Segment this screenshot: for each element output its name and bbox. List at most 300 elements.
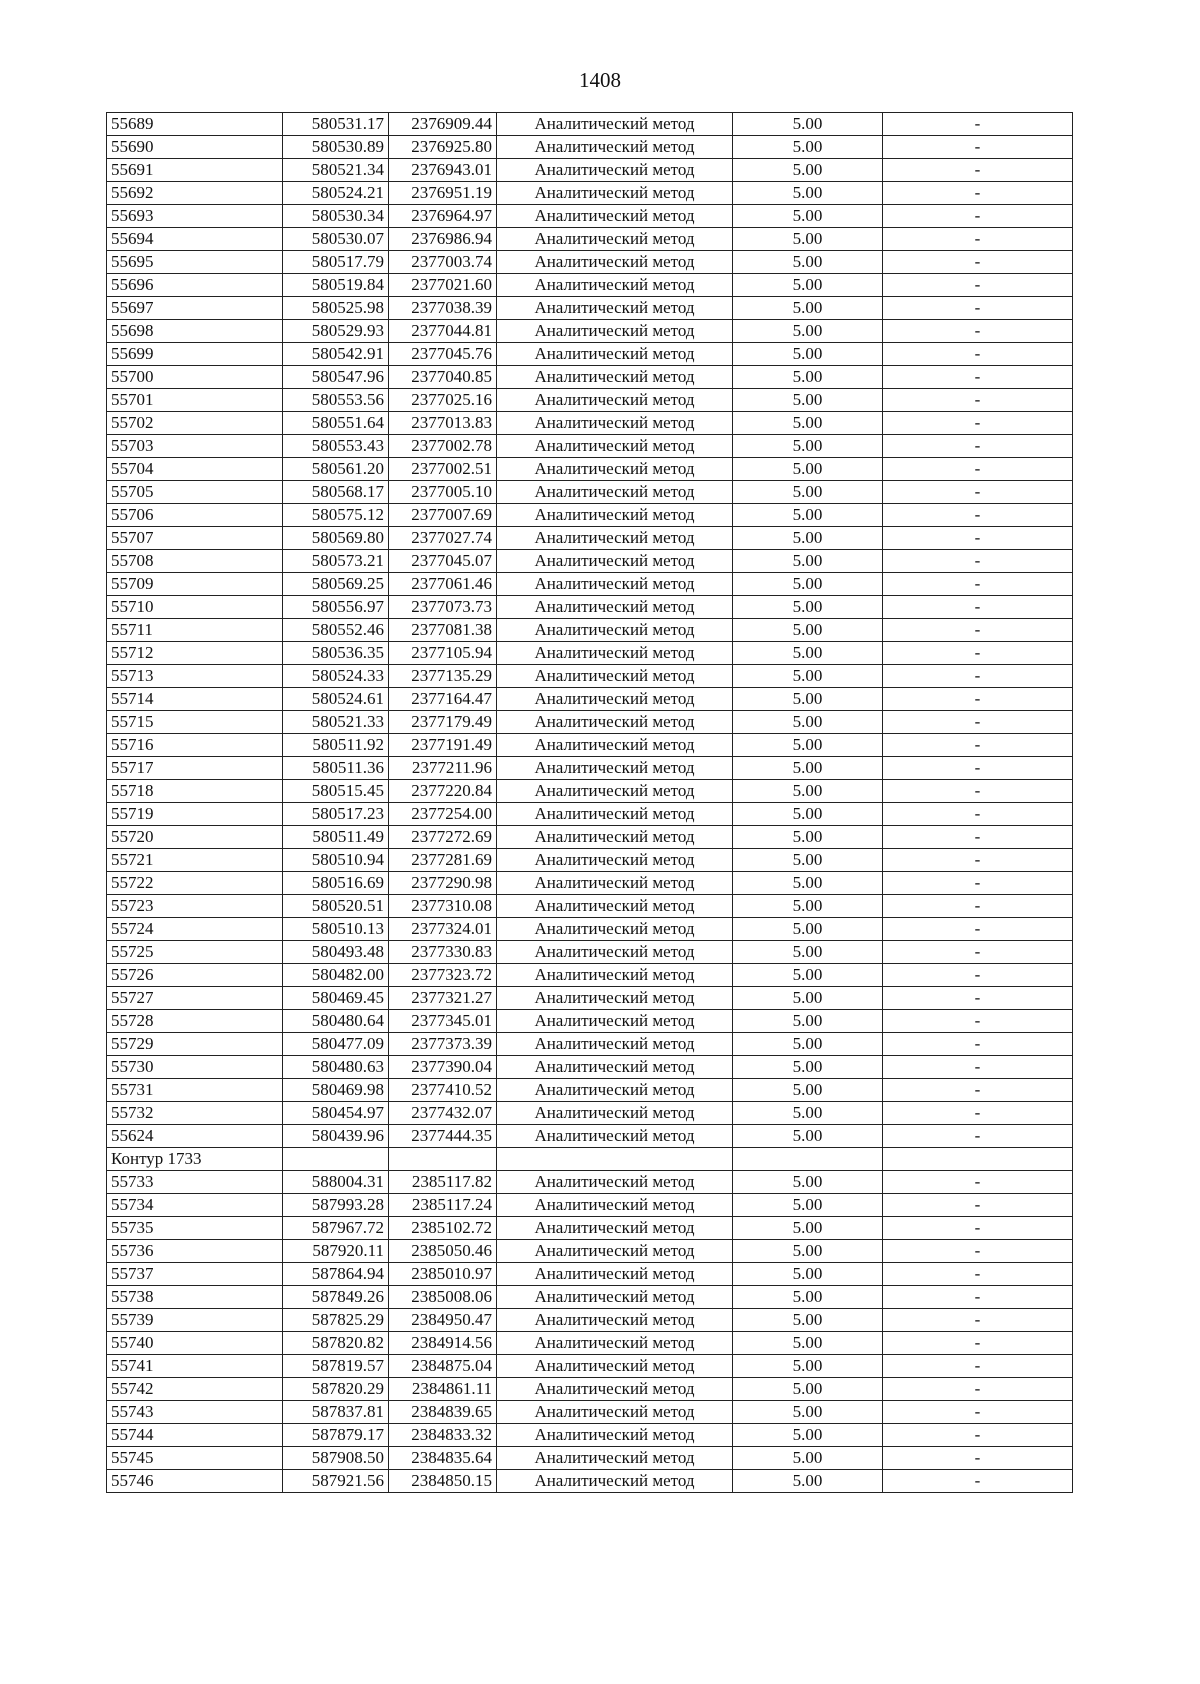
note-cell: - [883, 205, 1073, 228]
note-cell: - [883, 1263, 1073, 1286]
y-coordinate-cell: 2377007.69 [389, 504, 497, 527]
method-cell: Аналитический метод [497, 1194, 733, 1217]
empty-cell [883, 1148, 1073, 1171]
x-coordinate-cell: 580477.09 [283, 1033, 389, 1056]
accuracy-cell: 5.00 [733, 1355, 883, 1378]
table-row [107, 1056, 1073, 1079]
method-cell: Аналитический метод [497, 458, 733, 481]
accuracy-cell: 5.00 [733, 734, 883, 757]
x-coordinate-cell: 587967.72 [283, 1217, 389, 1240]
note-cell: - [883, 1240, 1073, 1263]
accuracy-cell: 5.00 [733, 1240, 883, 1263]
x-coordinate-cell: 580510.94 [283, 849, 389, 872]
table-row [107, 918, 1073, 941]
method-cell: Аналитический метод [497, 389, 733, 412]
point-id-cell: 55719 [107, 803, 283, 826]
method-cell: Аналитический метод [497, 1033, 733, 1056]
empty-cell [733, 1148, 883, 1171]
method-cell: Аналитический метод [497, 1079, 733, 1102]
x-coordinate-cell: 587879.17 [283, 1424, 389, 1447]
x-coordinate-cell: 580573.21 [283, 550, 389, 573]
table-row [107, 412, 1073, 435]
y-coordinate-cell: 2385050.46 [389, 1240, 497, 1263]
point-id-cell: 55714 [107, 688, 283, 711]
accuracy-cell: 5.00 [733, 389, 883, 412]
y-coordinate-cell: 2377044.81 [389, 320, 497, 343]
note-cell: - [883, 435, 1073, 458]
accuracy-cell: 5.00 [733, 182, 883, 205]
accuracy-cell: 5.00 [733, 458, 883, 481]
y-coordinate-cell: 2377025.16 [389, 389, 497, 412]
y-coordinate-cell: 2377373.39 [389, 1033, 497, 1056]
point-id-cell: 55733 [107, 1171, 283, 1194]
note-cell: - [883, 619, 1073, 642]
y-coordinate-cell: 2385008.06 [389, 1286, 497, 1309]
accuracy-cell: 5.00 [733, 113, 883, 136]
x-coordinate-cell: 587820.82 [283, 1332, 389, 1355]
accuracy-cell: 5.00 [733, 1102, 883, 1125]
table-row [107, 734, 1073, 757]
table-row [107, 504, 1073, 527]
table-row [107, 366, 1073, 389]
y-coordinate-cell: 2377272.69 [389, 826, 497, 849]
point-id-cell: 55737 [107, 1263, 283, 1286]
point-id-cell: 55701 [107, 389, 283, 412]
point-id-cell: 55700 [107, 366, 283, 389]
table-row [107, 987, 1073, 1010]
y-coordinate-cell: 2376951.19 [389, 182, 497, 205]
accuracy-cell: 5.00 [733, 504, 883, 527]
x-coordinate-cell: 587993.28 [283, 1194, 389, 1217]
table-row [107, 895, 1073, 918]
note-cell: - [883, 1309, 1073, 1332]
y-coordinate-cell: 2377324.01 [389, 918, 497, 941]
note-cell: - [883, 872, 1073, 895]
method-cell: Аналитический метод [497, 1309, 733, 1332]
point-id-cell: 55735 [107, 1217, 283, 1240]
method-cell: Аналитический метод [497, 1470, 733, 1493]
y-coordinate-cell: 2377073.73 [389, 596, 497, 619]
note-cell: - [883, 1470, 1073, 1493]
table-row [107, 1401, 1073, 1424]
method-cell: Аналитический метод [497, 688, 733, 711]
accuracy-cell: 5.00 [733, 136, 883, 159]
point-id-cell: 55708 [107, 550, 283, 573]
accuracy-cell: 5.00 [733, 757, 883, 780]
method-cell: Аналитический метод [497, 1171, 733, 1194]
x-coordinate-cell: 580536.35 [283, 642, 389, 665]
point-id-cell: 55720 [107, 826, 283, 849]
y-coordinate-cell: 2384850.15 [389, 1470, 497, 1493]
method-cell: Аналитический метод [497, 1056, 733, 1079]
point-id-cell: 55732 [107, 1102, 283, 1125]
method-cell: Аналитический метод [497, 872, 733, 895]
point-id-cell: 55694 [107, 228, 283, 251]
note-cell: - [883, 757, 1073, 780]
table-row [107, 780, 1073, 803]
method-cell: Аналитический метод [497, 113, 733, 136]
x-coordinate-cell: 580530.07 [283, 228, 389, 251]
note-cell: - [883, 1125, 1073, 1148]
y-coordinate-cell: 2385102.72 [389, 1217, 497, 1240]
y-coordinate-cell: 2377005.10 [389, 481, 497, 504]
accuracy-cell: 5.00 [733, 1470, 883, 1493]
y-coordinate-cell: 2377135.29 [389, 665, 497, 688]
empty-cell [497, 1148, 733, 1171]
y-coordinate-cell: 2377211.96 [389, 757, 497, 780]
accuracy-cell: 5.00 [733, 642, 883, 665]
method-cell: Аналитический метод [497, 619, 733, 642]
table-row [107, 803, 1073, 826]
method-cell: Аналитический метод [497, 228, 733, 251]
point-id-cell: 55746 [107, 1470, 283, 1493]
note-cell: - [883, 1033, 1073, 1056]
y-coordinate-cell: 2385117.82 [389, 1171, 497, 1194]
method-cell: Аналитический метод [497, 1424, 733, 1447]
table-row [107, 1102, 1073, 1125]
y-coordinate-cell: 2377323.72 [389, 964, 497, 987]
point-id-cell: 55731 [107, 1079, 283, 1102]
method-cell: Аналитический метод [497, 136, 733, 159]
table-row [107, 964, 1073, 987]
y-coordinate-cell: 2377444.35 [389, 1125, 497, 1148]
y-coordinate-cell: 2377281.69 [389, 849, 497, 872]
x-coordinate-cell: 580569.25 [283, 573, 389, 596]
x-coordinate-cell: 587820.29 [283, 1378, 389, 1401]
note-cell: - [883, 481, 1073, 504]
point-id-cell: 55730 [107, 1056, 283, 1079]
accuracy-cell: 5.00 [733, 964, 883, 987]
y-coordinate-cell: 2377021.60 [389, 274, 497, 297]
x-coordinate-cell: 580551.64 [283, 412, 389, 435]
note-cell: - [883, 688, 1073, 711]
table-row [107, 1171, 1073, 1194]
method-cell: Аналитический метод [497, 987, 733, 1010]
y-coordinate-cell: 2377013.83 [389, 412, 497, 435]
accuracy-cell: 5.00 [733, 366, 883, 389]
accuracy-cell: 5.00 [733, 1217, 883, 1240]
point-id-cell: 55712 [107, 642, 283, 665]
point-id-cell: 55718 [107, 780, 283, 803]
accuracy-cell: 5.00 [733, 1263, 883, 1286]
page-number: 1408 [579, 68, 621, 92]
y-coordinate-cell: 2376943.01 [389, 159, 497, 182]
note-cell: - [883, 320, 1073, 343]
point-id-cell: 55721 [107, 849, 283, 872]
note-cell: - [883, 964, 1073, 987]
x-coordinate-cell: 580561.20 [283, 458, 389, 481]
empty-cell [283, 1148, 389, 1171]
note-cell: - [883, 297, 1073, 320]
x-coordinate-cell: 587921.56 [283, 1470, 389, 1493]
point-id-cell: 55742 [107, 1378, 283, 1401]
table-row [107, 1470, 1073, 1493]
x-coordinate-cell: 580525.98 [283, 297, 389, 320]
method-cell: Аналитический метод [497, 1378, 733, 1401]
note-cell: - [883, 343, 1073, 366]
accuracy-cell: 5.00 [733, 688, 883, 711]
point-id-cell: 55724 [107, 918, 283, 941]
method-cell: Аналитический метод [497, 412, 733, 435]
point-id-cell: 55693 [107, 205, 283, 228]
accuracy-cell: 5.00 [733, 550, 883, 573]
y-coordinate-cell: 2377432.07 [389, 1102, 497, 1125]
accuracy-cell: 5.00 [733, 1010, 883, 1033]
x-coordinate-cell: 580575.12 [283, 504, 389, 527]
method-cell: Аналитический метод [497, 527, 733, 550]
accuracy-cell: 5.00 [733, 1171, 883, 1194]
x-coordinate-cell: 580480.64 [283, 1010, 389, 1033]
accuracy-cell: 5.00 [733, 297, 883, 320]
y-coordinate-cell: 2377003.74 [389, 251, 497, 274]
y-coordinate-cell: 2377220.84 [389, 780, 497, 803]
table-row [107, 849, 1073, 872]
table-row [107, 1240, 1073, 1263]
table-row [107, 159, 1073, 182]
table-row [107, 826, 1073, 849]
accuracy-cell: 5.00 [733, 1056, 883, 1079]
note-cell: - [883, 182, 1073, 205]
y-coordinate-cell: 2385117.24 [389, 1194, 497, 1217]
method-cell: Аналитический метод [497, 596, 733, 619]
accuracy-cell: 5.00 [733, 803, 883, 826]
section-row [107, 1148, 1073, 1171]
note-cell: - [883, 895, 1073, 918]
y-coordinate-cell: 2377254.00 [389, 803, 497, 826]
point-id-cell: 55689 [107, 113, 283, 136]
point-id-cell: 55697 [107, 297, 283, 320]
note-cell: - [883, 826, 1073, 849]
point-id-cell: 55736 [107, 1240, 283, 1263]
table-row [107, 1079, 1073, 1102]
method-cell: Аналитический метод [497, 711, 733, 734]
table-row [107, 1424, 1073, 1447]
y-coordinate-cell: 2377410.52 [389, 1079, 497, 1102]
method-cell: Аналитический метод [497, 665, 733, 688]
note-cell: - [883, 159, 1073, 182]
point-id-cell: 55723 [107, 895, 283, 918]
note-cell: - [883, 987, 1073, 1010]
method-cell: Аналитический метод [497, 941, 733, 964]
note-cell: - [883, 1286, 1073, 1309]
y-coordinate-cell: 2377179.49 [389, 711, 497, 734]
note-cell: - [883, 251, 1073, 274]
x-coordinate-cell: 580511.36 [283, 757, 389, 780]
x-coordinate-cell: 580568.17 [283, 481, 389, 504]
accuracy-cell: 5.00 [733, 1286, 883, 1309]
accuracy-cell: 5.00 [733, 435, 883, 458]
table-row [107, 205, 1073, 228]
method-cell: Аналитический метод [497, 803, 733, 826]
table-row [107, 136, 1073, 159]
y-coordinate-cell: 2377045.76 [389, 343, 497, 366]
point-id-cell: 55741 [107, 1355, 283, 1378]
method-cell: Аналитический метод [497, 780, 733, 803]
accuracy-cell: 5.00 [733, 573, 883, 596]
point-id-cell: 55713 [107, 665, 283, 688]
point-id-cell: 55739 [107, 1309, 283, 1332]
table-row [107, 619, 1073, 642]
point-id-cell: 55715 [107, 711, 283, 734]
x-coordinate-cell: 580524.21 [283, 182, 389, 205]
table-row [107, 527, 1073, 550]
point-id-cell: 55710 [107, 596, 283, 619]
method-cell: Аналитический метод [497, 297, 733, 320]
table-row [107, 458, 1073, 481]
method-cell: Аналитический метод [497, 1263, 733, 1286]
y-coordinate-cell: 2376964.97 [389, 205, 497, 228]
note-cell: - [883, 1355, 1073, 1378]
note-cell: - [883, 918, 1073, 941]
accuracy-cell: 5.00 [733, 780, 883, 803]
note-cell: - [883, 1447, 1073, 1470]
table-row [107, 481, 1073, 504]
y-coordinate-cell: 2377290.98 [389, 872, 497, 895]
point-id-cell: 55743 [107, 1401, 283, 1424]
method-cell: Аналитический метод [497, 1447, 733, 1470]
note-cell: - [883, 458, 1073, 481]
method-cell: Аналитический метод [497, 366, 733, 389]
note-cell: - [883, 941, 1073, 964]
x-coordinate-cell: 580529.93 [283, 320, 389, 343]
x-coordinate-cell: 587908.50 [283, 1447, 389, 1470]
method-cell: Аналитический метод [497, 1286, 733, 1309]
method-cell: Аналитический метод [497, 504, 733, 527]
note-cell: - [883, 849, 1073, 872]
y-coordinate-cell: 2377105.94 [389, 642, 497, 665]
y-coordinate-cell: 2377330.83 [389, 941, 497, 964]
x-coordinate-cell: 580553.43 [283, 435, 389, 458]
table-row [107, 642, 1073, 665]
point-id-cell: 55722 [107, 872, 283, 895]
x-coordinate-cell: 580516.69 [283, 872, 389, 895]
note-cell: - [883, 550, 1073, 573]
y-coordinate-cell: 2377002.51 [389, 458, 497, 481]
point-id-cell: 55704 [107, 458, 283, 481]
note-cell: - [883, 1378, 1073, 1401]
x-coordinate-cell: 580517.79 [283, 251, 389, 274]
y-coordinate-cell: 2377390.04 [389, 1056, 497, 1079]
point-id-cell: 55717 [107, 757, 283, 780]
x-coordinate-cell: 580547.96 [283, 366, 389, 389]
table-row [107, 872, 1073, 895]
note-cell: - [883, 780, 1073, 803]
method-cell: Аналитический метод [497, 182, 733, 205]
table-row [107, 1286, 1073, 1309]
accuracy-cell: 5.00 [733, 343, 883, 366]
x-coordinate-cell: 580553.56 [283, 389, 389, 412]
y-coordinate-cell: 2384950.47 [389, 1309, 497, 1332]
point-id-cell: 55707 [107, 527, 283, 550]
table-row [107, 711, 1073, 734]
table-row [107, 688, 1073, 711]
method-cell: Аналитический метод [497, 1217, 733, 1240]
note-cell: - [883, 366, 1073, 389]
note-cell: - [883, 1010, 1073, 1033]
y-coordinate-cell: 2377040.85 [389, 366, 497, 389]
accuracy-cell: 5.00 [733, 320, 883, 343]
point-id-cell: 55744 [107, 1424, 283, 1447]
x-coordinate-cell: 580510.13 [283, 918, 389, 941]
accuracy-cell: 5.00 [733, 826, 883, 849]
point-id-cell: 55725 [107, 941, 283, 964]
table-row [107, 1355, 1073, 1378]
point-id-cell: 55745 [107, 1447, 283, 1470]
method-cell: Аналитический метод [497, 734, 733, 757]
method-cell: Аналитический метод [497, 918, 733, 941]
accuracy-cell: 5.00 [733, 1125, 883, 1148]
note-cell: - [883, 1194, 1073, 1217]
point-id-cell: 55716 [107, 734, 283, 757]
method-cell: Аналитический метод [497, 251, 733, 274]
table-row [107, 1217, 1073, 1240]
y-coordinate-cell: 2377164.47 [389, 688, 497, 711]
note-cell: - [883, 1332, 1073, 1355]
accuracy-cell: 5.00 [733, 159, 883, 182]
point-id-cell: 55706 [107, 504, 283, 527]
note-cell: - [883, 527, 1073, 550]
table-row [107, 941, 1073, 964]
x-coordinate-cell: 587920.11 [283, 1240, 389, 1263]
table-row [107, 1263, 1073, 1286]
method-cell: Аналитический метод [497, 205, 733, 228]
table-row [107, 550, 1073, 573]
accuracy-cell: 5.00 [733, 1424, 883, 1447]
x-coordinate-cell: 588004.31 [283, 1171, 389, 1194]
x-coordinate-cell: 587864.94 [283, 1263, 389, 1286]
point-id-cell: 55740 [107, 1332, 283, 1355]
y-coordinate-cell: 2384861.11 [389, 1378, 497, 1401]
x-coordinate-cell: 580493.48 [283, 941, 389, 964]
table-row [107, 297, 1073, 320]
x-coordinate-cell: 580556.97 [283, 596, 389, 619]
table-body [107, 113, 1073, 1493]
accuracy-cell: 5.00 [733, 1033, 883, 1056]
x-coordinate-cell: 580482.00 [283, 964, 389, 987]
method-cell: Аналитический метод [497, 1332, 733, 1355]
method-cell: Аналитический метод [497, 1240, 733, 1263]
x-coordinate-cell: 580520.51 [283, 895, 389, 918]
accuracy-cell: 5.00 [733, 1309, 883, 1332]
x-coordinate-cell: 587819.57 [283, 1355, 389, 1378]
point-id-cell: 55695 [107, 251, 283, 274]
table-row [107, 389, 1073, 412]
x-coordinate-cell: 580480.63 [283, 1056, 389, 1079]
y-coordinate-cell: 2384835.64 [389, 1447, 497, 1470]
y-coordinate-cell: 2376925.80 [389, 136, 497, 159]
table-row [107, 1125, 1073, 1148]
x-coordinate-cell: 580511.92 [283, 734, 389, 757]
note-cell: - [883, 1171, 1073, 1194]
accuracy-cell: 5.00 [733, 1079, 883, 1102]
x-coordinate-cell: 580552.46 [283, 619, 389, 642]
y-coordinate-cell: 2377191.49 [389, 734, 497, 757]
accuracy-cell: 5.00 [733, 1447, 883, 1470]
note-cell: - [883, 412, 1073, 435]
accuracy-cell: 5.00 [733, 274, 883, 297]
note-cell: - [883, 1102, 1073, 1125]
note-cell: - [883, 1056, 1073, 1079]
x-coordinate-cell: 580521.33 [283, 711, 389, 734]
x-coordinate-cell: 587837.81 [283, 1401, 389, 1424]
method-cell: Аналитический метод [497, 1401, 733, 1424]
method-cell: Аналитический метод [497, 895, 733, 918]
method-cell: Аналитический метод [497, 481, 733, 504]
x-coordinate-cell: 580530.34 [283, 205, 389, 228]
point-id-cell: 55703 [107, 435, 283, 458]
method-cell: Аналитический метод [497, 159, 733, 182]
note-cell: - [883, 504, 1073, 527]
